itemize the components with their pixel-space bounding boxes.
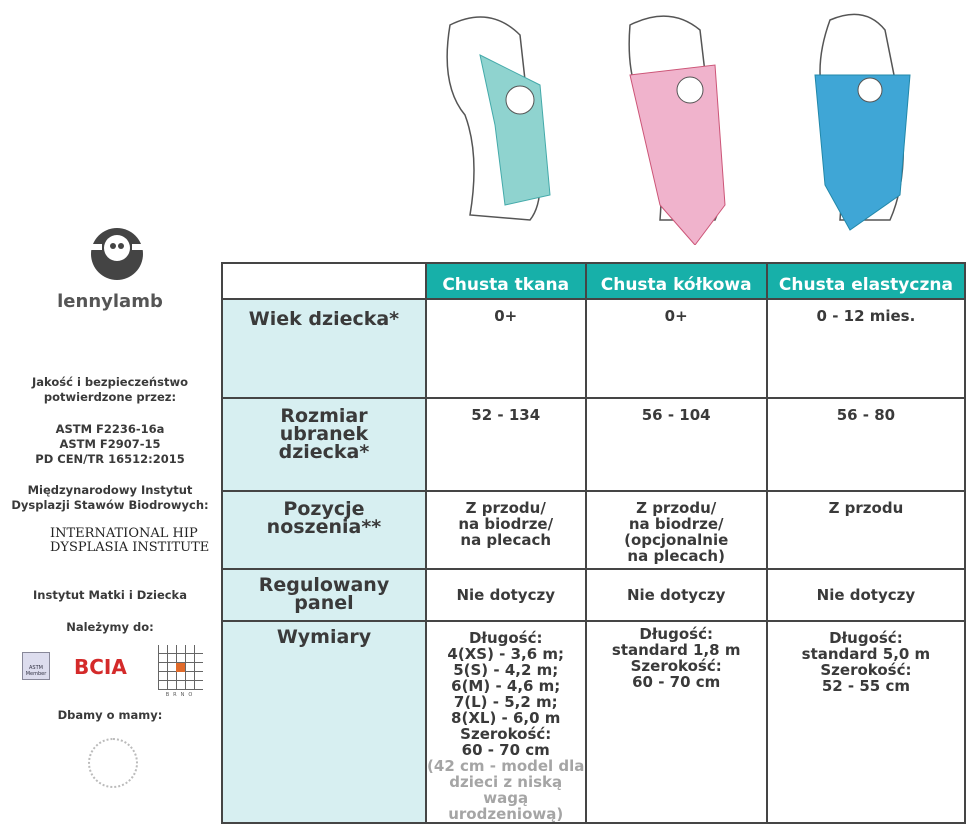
cell-line: Szerokość: xyxy=(630,657,722,675)
cell-line: na plecach xyxy=(460,531,552,549)
comparison-table xyxy=(221,262,966,824)
cell-line: 0+ xyxy=(494,307,518,325)
cell xyxy=(586,569,767,621)
standards xyxy=(0,422,220,467)
institute-name: Instytut Matki i Dziecka xyxy=(33,588,187,602)
cell xyxy=(586,398,767,491)
cell-line: 60 - 70 cm xyxy=(632,673,721,691)
column-header: Chusta elastyczna xyxy=(767,263,965,299)
astm-member-label: ASTM Member xyxy=(25,665,47,677)
cell xyxy=(767,491,965,569)
cell xyxy=(426,398,586,491)
cell-line: Nie dotyczy xyxy=(626,586,726,604)
stretchy-wrap-illustration xyxy=(790,5,940,235)
cell-line: Nie dotyczy xyxy=(816,586,916,604)
cell-line: 5(S) - 4,2 m; xyxy=(453,661,559,679)
member-heading: Należymy do: xyxy=(66,620,154,634)
cell xyxy=(586,621,767,823)
cell-line: na biodrze/ xyxy=(628,515,724,533)
cell-line: Długość: xyxy=(639,625,713,643)
cell-line: 7(L) - 5,2 m; xyxy=(453,693,558,711)
bcia-logo: BCIA xyxy=(74,655,127,679)
woven-wrap-illustration xyxy=(410,5,580,225)
cell-line: Z przodu xyxy=(828,499,904,517)
hip-dysplasia-logo: INTERNATIONAL HIP DYSPLASIA INSTITUTE xyxy=(50,526,210,555)
standard: PD CEN/TR 16512:2015 xyxy=(35,452,185,466)
cell-line: Długość: xyxy=(468,629,543,647)
corner-cell xyxy=(222,263,426,299)
cell xyxy=(426,299,586,398)
table-row xyxy=(222,299,965,398)
table-row xyxy=(222,569,965,621)
cell-line: 0+ xyxy=(664,307,688,325)
row-label: Regulowany panel xyxy=(222,569,426,621)
standard: ASTM F2236-16a xyxy=(55,422,165,436)
table-row xyxy=(222,621,965,823)
ring-sling-illustration xyxy=(600,5,770,245)
cell-line: Długość: xyxy=(829,629,903,647)
cell xyxy=(426,491,586,569)
cell-line: 52 - 55 cm xyxy=(821,677,910,695)
standard: ASTM F2907-15 xyxy=(59,437,161,451)
column-header: Chusta tkana xyxy=(426,263,586,299)
cell-line: na plecach) xyxy=(627,547,725,565)
brno-logo xyxy=(158,645,203,690)
cell-line: 4(XS) - 3,6 m; xyxy=(447,645,565,663)
cell-line: 60 - 70 cm xyxy=(461,741,550,759)
cell-line: 56 - 80 xyxy=(836,406,896,424)
cell xyxy=(767,569,965,621)
row-label: Rozmiar ubranek dziecka* xyxy=(222,398,426,491)
cell-line: Szerokość: xyxy=(820,661,912,679)
cell-line: 6(M) - 4,6 m; xyxy=(451,677,561,695)
cell-line: Szerokość: xyxy=(460,725,552,743)
cell-line: standard 1,8 m xyxy=(611,641,741,659)
cell-line: Z przodu/ xyxy=(465,499,546,517)
row-label: Wiek dziecka* xyxy=(222,299,426,398)
care-heading: Dbamy o mamy: xyxy=(57,708,163,722)
cell xyxy=(426,621,586,823)
row-label: Wymiary xyxy=(222,621,426,823)
column-header: Chusta kółkowa xyxy=(586,263,767,299)
cell-line: 56 - 104 xyxy=(641,406,711,424)
cell xyxy=(767,398,965,491)
cell-line: (opcjonalnie xyxy=(624,531,729,549)
quality-heading: Jakość i bezpieczeństwo potwierdzone przez: xyxy=(32,375,188,404)
astm-member-logo xyxy=(22,652,50,680)
lennylamb-logo-icon xyxy=(82,222,152,282)
row-label: Pozycje noszenia** xyxy=(222,491,426,569)
cell-line: Nie dotyczy xyxy=(456,586,555,604)
cell xyxy=(767,299,965,398)
note: (42 cm - model dla dzieci z niską wagą urodzeniową) xyxy=(427,757,585,823)
cell xyxy=(586,491,767,569)
cell-line: Z przodu/ xyxy=(636,499,717,517)
cell xyxy=(586,299,767,398)
cell xyxy=(767,621,965,823)
cell-line: 0 - 12 mies. xyxy=(816,307,916,325)
care-badge-icon xyxy=(88,738,138,788)
brno-label: BRNO xyxy=(165,692,197,698)
brand-name: lennylamb xyxy=(57,291,163,312)
cell-line: 8(XL) - 6,0 m xyxy=(451,709,561,727)
cell-line: na biodrze/ xyxy=(458,515,554,533)
cell-line: standard 5,0 m xyxy=(801,645,931,663)
cell-line: 52 - 134 xyxy=(471,406,541,424)
table-row xyxy=(222,398,965,491)
cell xyxy=(426,569,586,621)
table-row xyxy=(222,491,965,569)
hip-heading: Międzynarodowy Instytut Dysplazji Stawów Biodrowych: xyxy=(11,483,209,512)
